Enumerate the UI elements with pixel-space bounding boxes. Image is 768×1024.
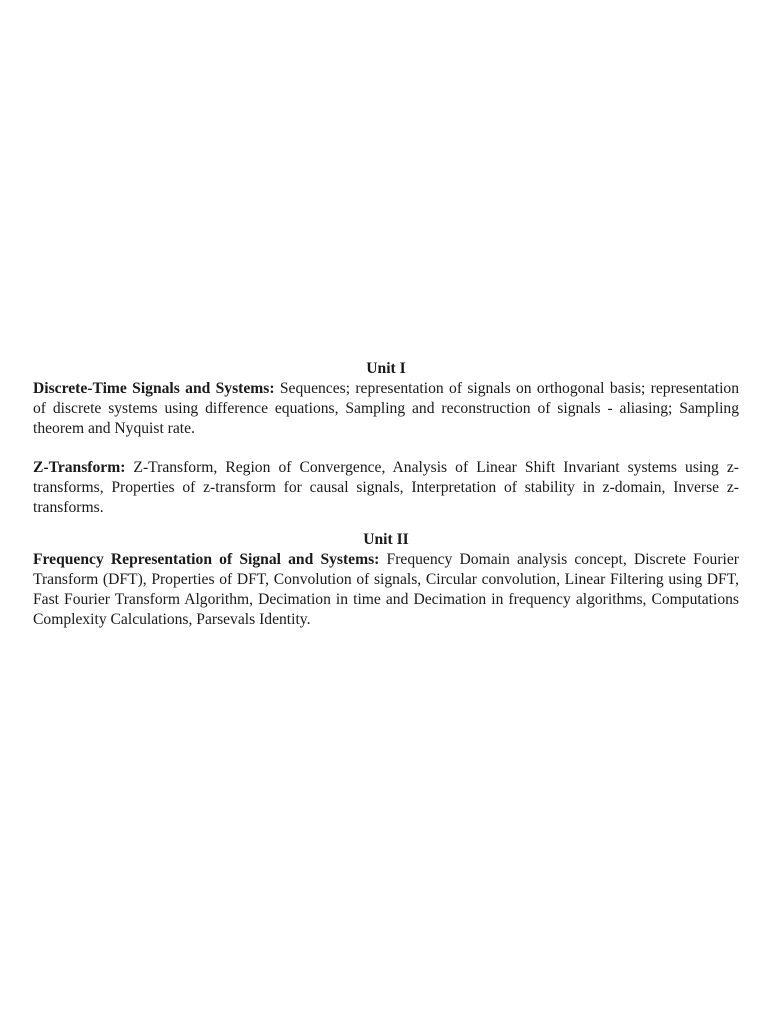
section-heading: Discrete-Time Signals and Systems: bbox=[33, 380, 275, 397]
unit-2-section-1 bbox=[33, 550, 739, 630]
section-heading: Z-Transform: bbox=[33, 459, 126, 476]
section-heading: Frequency Representation of Signal and Systems: bbox=[33, 551, 380, 568]
spacer bbox=[33, 439, 739, 458]
spacer bbox=[33, 518, 739, 530]
section-body: Sequences; representation of signals on orthogonal basis; representation of discrete systems using difference equations, Sampling and reconstruction of signals - aliasing; Sampling theorem and Nyquist rate. bbox=[33, 380, 740, 437]
syllabus-content bbox=[33, 359, 739, 630]
unit-1-section-2 bbox=[33, 458, 739, 518]
section-body: Z-Transform, Region of Convergence, Analysis of Linear Shift Invariant systems using z- transforms, Properties of z-transform for causal signals, Interpretation of stability in z-domain, Inverse z-transforms. bbox=[33, 459, 739, 516]
unit-1-title: Unit I bbox=[366, 360, 406, 377]
unit-2-title: Unit II bbox=[363, 531, 409, 548]
section-body: Frequency Domain analysis concept, Discrete Fourier Transform (DFT), Properties of DFT, Convolution of signals, Circular convolution, Linear Filtering using DFT, Fast Fourier Transform Algorithm, Decimation in time and Decimation in frequency algorithms, Computations Complexity Calculations, Parsevals Identity. bbox=[33, 551, 739, 628]
unit-1-section-1 bbox=[33, 379, 739, 439]
